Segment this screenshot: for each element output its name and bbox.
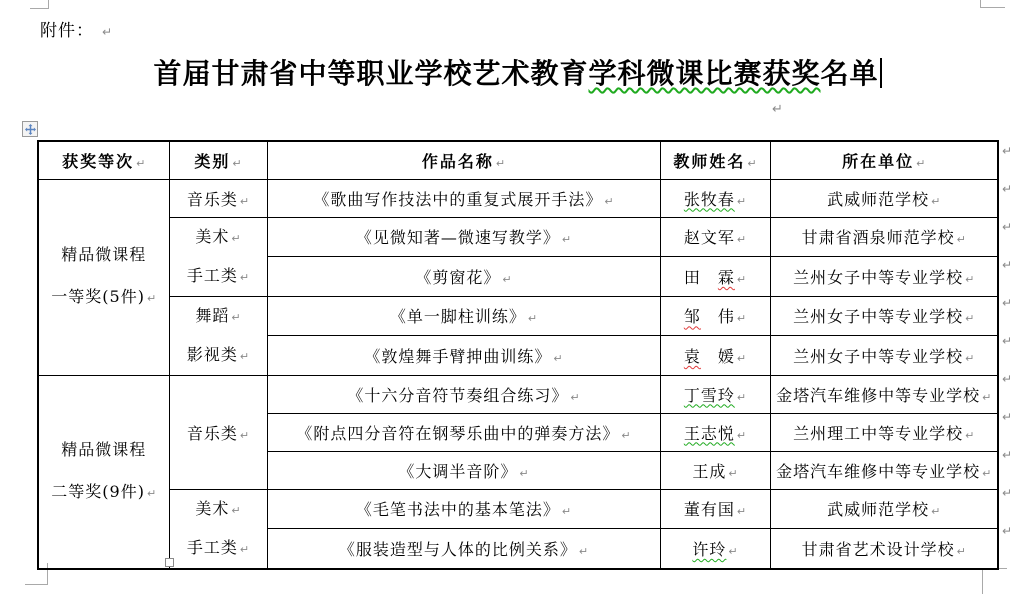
cell-mark-icon: ↵ bbox=[561, 505, 572, 519]
table-row bbox=[38, 217, 998, 257]
spelling-squiggle: 霖 bbox=[717, 267, 735, 287]
attachment-label[interactable]: 附件： ↵ bbox=[40, 21, 113, 41]
unit-cell[interactable]: 兰州女子中等专业学校 ↵ bbox=[770, 257, 998, 297]
table-row bbox=[38, 179, 998, 217]
paragraph-mark-icon: ↵ bbox=[102, 25, 113, 39]
cell-mark-icon: ↵ bbox=[231, 503, 241, 517]
award-list-table bbox=[37, 140, 999, 570]
cell-mark-icon: ↵ bbox=[982, 466, 992, 480]
margin-corner-bottom-right bbox=[982, 568, 1007, 594]
unit-cell[interactable]: 甘肃省艺术设计学校 ↵ bbox=[770, 529, 998, 569]
title-grammar-squiggle: 学科微课比赛获奖 bbox=[588, 57, 821, 90]
cell-mark-icon: ↵ bbox=[965, 312, 975, 326]
category-cell[interactable]: 音乐类 ↵ bbox=[169, 375, 267, 489]
cell-mark-icon: ↵ bbox=[728, 466, 738, 480]
cell-mark-icon: ↵ bbox=[239, 349, 250, 363]
cell-mark-icon: ↵ bbox=[553, 351, 563, 365]
grammar-squiggle: 许玲 bbox=[692, 539, 727, 559]
cell-mark-icon: ↵ bbox=[728, 544, 738, 558]
paragraph-mark-icon: ↵ bbox=[772, 102, 783, 117]
award-group-cell-second-prize[interactable]: 精品微课程 二等奖(9件) ↵ bbox=[38, 375, 169, 569]
work-title-cell[interactable]: 《毛笔书法中的基本笔法》 ↵ bbox=[267, 489, 660, 529]
grammar-squiggle: 丁雪玲 bbox=[683, 385, 735, 405]
cell-mark-icon: ↵ bbox=[561, 233, 572, 247]
move-arrows-icon bbox=[25, 124, 36, 135]
grammar-squiggle: 张牧春 bbox=[683, 189, 735, 209]
end-of-row-mark: ↵ bbox=[1002, 486, 1013, 500]
teacher-name-cell[interactable]: 王成 ↵ bbox=[660, 451, 770, 489]
cell-mark-icon: ↵ bbox=[621, 428, 631, 442]
teacher-name-cell[interactable] bbox=[660, 529, 770, 569]
cell-mark-icon: ↵ bbox=[527, 312, 538, 326]
teacher-name-cell[interactable]: 邹 伟 ↵ bbox=[660, 296, 770, 336]
cell-mark-icon: ↵ bbox=[736, 351, 747, 365]
cell-mark-icon: ↵ bbox=[146, 486, 157, 500]
unit-cell[interactable]: 武威师范学校 ↵ bbox=[770, 179, 998, 217]
table-row bbox=[38, 375, 998, 413]
work-title-cell[interactable]: 《单一脚柱训练》 ↵ bbox=[267, 296, 660, 336]
category-cell[interactable]: 美术 ↵ 手工类 ↵ bbox=[169, 217, 267, 296]
cell-mark-icon: ↵ bbox=[736, 312, 747, 326]
unit-cell[interactable]: 金塔汽车维修中等专业学校 ↵ bbox=[770, 451, 998, 489]
cell-mark-icon: ↵ bbox=[231, 310, 241, 324]
spelling-squiggle: 邹 bbox=[683, 307, 701, 327]
cell-mark-icon: ↵ bbox=[604, 194, 614, 208]
work-title-cell[interactable]: 《附点四分音符在钢琴乐曲中的弹奏方法》 ↵ bbox=[267, 413, 660, 451]
table-header-row bbox=[38, 141, 998, 179]
cell-mark-icon: ↵ bbox=[231, 231, 241, 245]
cell-mark-icon: ↵ bbox=[502, 272, 512, 286]
teacher-name-cell[interactable]: 田 霖 ↵ bbox=[660, 257, 770, 297]
work-title-cell[interactable]: 《十六分音符节奏组合练习》 ↵ bbox=[267, 375, 660, 413]
unit-cell[interactable]: 武威师范学校 ↵ bbox=[770, 489, 998, 529]
header-award-level[interactable]: 获奖等次 ↵ bbox=[38, 141, 169, 179]
category-cell[interactable]: 音乐类 ↵ bbox=[169, 179, 267, 217]
cell-mark-icon: ↵ bbox=[931, 194, 941, 208]
cell-mark-icon: ↵ bbox=[916, 156, 926, 170]
cell-mark-icon: ↵ bbox=[239, 542, 250, 556]
end-of-row-mark: ↵ bbox=[1002, 410, 1013, 424]
header-category[interactable]: 类别 ↵ bbox=[169, 141, 267, 179]
end-of-row-mark: ↵ bbox=[1002, 372, 1013, 386]
cell-mark-icon: ↵ bbox=[982, 390, 992, 404]
document-title[interactable]: 首届甘肃省中等职业学校艺术教育学科微课比赛获奖名单 bbox=[0, 52, 1035, 92]
table-row bbox=[38, 489, 998, 529]
end-of-row-mark: ↵ bbox=[1002, 334, 1013, 348]
cell-mark-icon: ↵ bbox=[736, 194, 747, 208]
text-cursor bbox=[880, 58, 882, 88]
category-cell[interactable]: 美术 ↵ 手工类 ↵ bbox=[169, 489, 267, 569]
end-of-row-mark: ↵ bbox=[1002, 448, 1013, 462]
cell-mark-icon: ↵ bbox=[146, 292, 157, 305]
teacher-name-cell[interactable]: 董有国 ↵ bbox=[660, 489, 770, 529]
cell-mark-icon: ↵ bbox=[239, 194, 250, 208]
cell-mark-icon: ↵ bbox=[570, 390, 580, 404]
cell-mark-icon: ↵ bbox=[578, 544, 589, 558]
end-of-row-mark: ↵ bbox=[1002, 182, 1013, 196]
unit-cell[interactable]: 兰州女子中等专业学校 ↵ bbox=[770, 296, 998, 336]
teacher-name-cell[interactable]: 袁 媛 ↵ bbox=[660, 336, 770, 376]
cell-mark-icon: ↵ bbox=[239, 428, 250, 442]
cell-mark-icon: ↵ bbox=[956, 544, 966, 558]
work-title-cell[interactable]: 《大调半音阶》 ↵ bbox=[267, 451, 660, 489]
cell-mark-icon: ↵ bbox=[965, 351, 975, 365]
teacher-name-cell[interactable] bbox=[660, 375, 770, 413]
work-title-cell[interactable]: 《见微知著—微速写教学》 ↵ bbox=[267, 217, 660, 257]
end-of-row-mark: ↵ bbox=[1002, 258, 1013, 272]
header-unit[interactable]: 所在单位 ↵ bbox=[770, 141, 998, 179]
cell-mark-icon: ↵ bbox=[136, 156, 146, 170]
table-bottom-handle[interactable] bbox=[165, 558, 174, 567]
end-of-row-mark: ↵ bbox=[1002, 220, 1013, 234]
row-end-marks bbox=[1000, 140, 1020, 558]
table-move-handle[interactable] bbox=[22, 121, 38, 137]
end-of-row-mark: ↵ bbox=[1002, 144, 1013, 158]
unit-cell[interactable]: 兰州女子中等专业学校 ↵ bbox=[770, 336, 998, 376]
work-title-cell[interactable]: 《剪窗花》 ↵ bbox=[267, 257, 660, 297]
table-row bbox=[38, 296, 998, 336]
header-teacher-name[interactable]: 教师姓名 ↵ bbox=[660, 141, 770, 179]
work-title-cell[interactable]: 《敦煌舞手臂抻曲训练》 ↵ bbox=[267, 336, 660, 376]
cell-mark-icon: ↵ bbox=[931, 505, 941, 519]
cell-mark-icon: ↵ bbox=[495, 156, 506, 170]
grammar-squiggle: 王志悦 bbox=[683, 423, 735, 443]
work-title-cell[interactable]: 《歌曲写作技法中的重复式展开手法》 ↵ bbox=[267, 179, 660, 217]
cell-mark-icon: ↵ bbox=[239, 270, 250, 284]
margin-corner-top-left bbox=[30, 0, 49, 9]
work-title-cell[interactable]: 《服装造型与人体的比例关系》 ↵ bbox=[267, 529, 660, 569]
unit-cell[interactable]: 金塔汽车维修中等专业学校 ↵ bbox=[770, 375, 998, 413]
cell-mark-icon: ↵ bbox=[956, 233, 966, 247]
category-cell[interactable]: 舞蹈 ↵ 影视类 ↵ bbox=[169, 296, 267, 375]
unit-cell[interactable]: 兰州理工中等专业学校 ↵ bbox=[770, 413, 998, 451]
spelling-squiggle: 袁 bbox=[683, 346, 701, 366]
teacher-name-cell[interactable] bbox=[660, 413, 770, 451]
unit-cell[interactable]: 甘肃省酒泉师范学校 ↵ bbox=[770, 217, 998, 257]
cell-mark-icon: ↵ bbox=[747, 156, 757, 170]
cell-mark-icon: ↵ bbox=[736, 390, 747, 404]
cell-mark-icon: ↵ bbox=[736, 428, 747, 442]
cell-mark-icon: ↵ bbox=[736, 233, 747, 247]
award-group-cell-first-prize[interactable]: 精品微课程 一等奖(5件) ↵ bbox=[38, 179, 169, 375]
cell-mark-icon: ↵ bbox=[736, 272, 747, 286]
header-work-title[interactable]: 作品名称 ↵ bbox=[267, 141, 660, 179]
end-of-row-mark: ↵ bbox=[1002, 524, 1013, 538]
teacher-name-cell[interactable] bbox=[660, 179, 770, 217]
teacher-name-cell[interactable]: 赵文军 ↵ bbox=[660, 217, 770, 257]
cell-mark-icon: ↵ bbox=[965, 272, 975, 286]
cell-mark-icon: ↵ bbox=[519, 466, 529, 480]
cell-mark-icon: ↵ bbox=[232, 156, 242, 170]
end-of-row-mark: ↵ bbox=[1002, 296, 1013, 310]
cell-mark-icon: ↵ bbox=[736, 505, 747, 519]
margin-corner-top-right bbox=[980, 0, 1005, 8]
cell-mark-icon: ↵ bbox=[965, 428, 975, 442]
